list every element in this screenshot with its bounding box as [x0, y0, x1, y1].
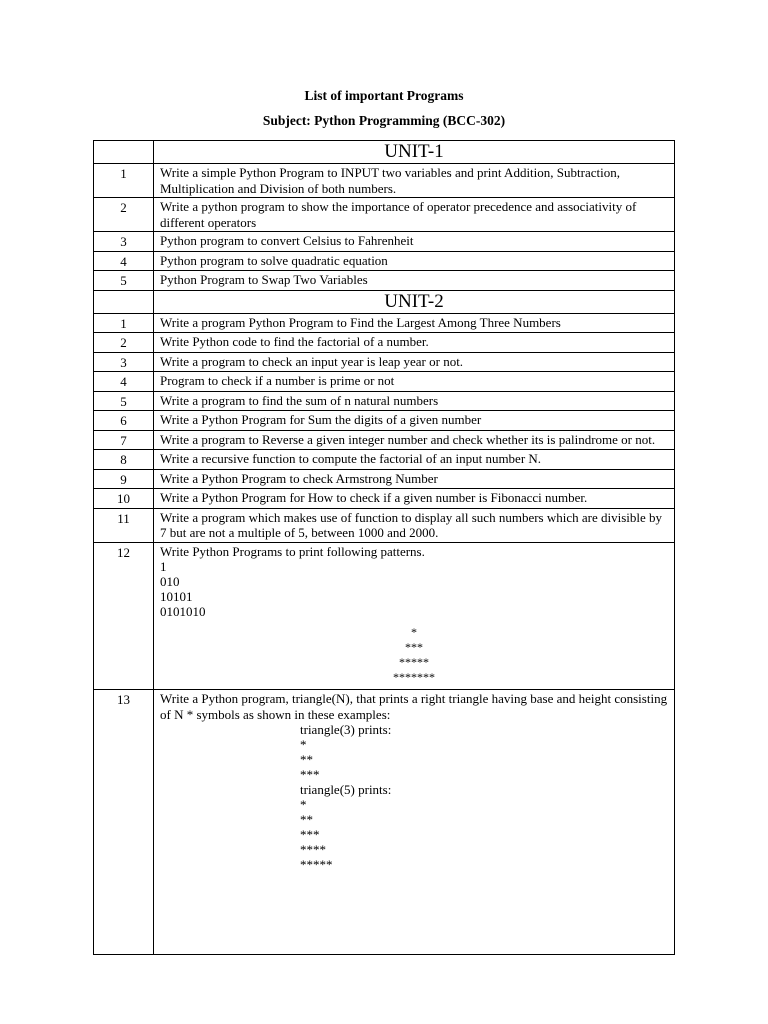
- program-description: Python Program to Swap Two Variables: [154, 271, 675, 291]
- table-row: [94, 508, 675, 542]
- program-description: Write a recursive function to compute the factorial of an input number N.: [154, 450, 675, 470]
- table-row: [94, 489, 675, 509]
- table-row: [94, 271, 675, 291]
- row-number: 2: [94, 198, 154, 232]
- example-line: *: [300, 737, 307, 752]
- unit2-heading: UNIT-2: [154, 290, 675, 313]
- unit1-heading: UNIT-1: [154, 141, 675, 164]
- program-description: Write a Python Program for Sum the digits of a given number: [154, 411, 675, 431]
- program-description: [154, 690, 675, 955]
- triangle-task-text: Write a Python program, triangle(N), that prints a right triangle having base and height consisting of N * symbols as shown in these examples:: [160, 691, 668, 722]
- table-row: [94, 372, 675, 392]
- program-description: Write a Python Program to check Armstrong Number: [154, 469, 675, 489]
- program-description: Python program to solve quadratic equation: [154, 251, 675, 271]
- row-number: 4: [94, 372, 154, 392]
- example-line: *: [300, 797, 307, 812]
- row-number: 9: [94, 469, 154, 489]
- program-description: Write a simple Python Program to INPUT two variables and print Addition, Subtraction, Multiplication and Division of both numbers.: [154, 164, 675, 198]
- pattern-line: 1: [160, 559, 167, 574]
- unit-heading-row: [94, 290, 675, 313]
- pattern-task-text: Write Python Programs to print following patterns.: [160, 543, 425, 559]
- program-description: Write a program Python Program to Find the Largest Among Three Numbers: [154, 313, 675, 333]
- unit-heading-blank: [94, 290, 154, 313]
- program-description: Write a program which makes use of function to display all such numbers which are divisible by 7 but are not a multiple of 5, between 1000 and 2000.: [154, 508, 675, 542]
- number-pattern: [160, 559, 668, 619]
- table-row: [94, 430, 675, 450]
- table-row: [94, 251, 675, 271]
- program-description: Write a Python Program for How to check if a given number is Fibonacci number.: [154, 489, 675, 509]
- pattern-line: *******: [393, 670, 435, 684]
- pattern-line: 010: [160, 574, 180, 589]
- table-row: [94, 164, 675, 198]
- program-description: Write a program to find the sum of n natural numbers: [154, 391, 675, 411]
- row-number: 13: [94, 690, 154, 955]
- table-row: [94, 391, 675, 411]
- row-number: 4: [94, 251, 154, 271]
- unit-heading-blank: [94, 141, 154, 164]
- example-line: **: [300, 812, 313, 827]
- table-row: [94, 232, 675, 252]
- row-number: 6: [94, 411, 154, 431]
- table-row: [94, 542, 675, 690]
- row-number: 3: [94, 352, 154, 372]
- program-description: Write a program to check an input year is leap year or not.: [154, 352, 675, 372]
- example-line: ***: [300, 767, 320, 782]
- document-subtitle: Subject: Python Programming (BCC-302): [262, 113, 506, 128]
- example-line: triangle(5) prints:: [300, 782, 392, 797]
- row-number: 7: [94, 430, 154, 450]
- unit-heading-row: [94, 141, 675, 164]
- row-number: 2: [94, 333, 154, 353]
- table-row: [94, 450, 675, 470]
- program-description: Program to check if a number is prime or not: [154, 372, 675, 392]
- table-row: [94, 352, 675, 372]
- example-line: *****: [300, 857, 333, 872]
- pattern-line: ***: [405, 640, 423, 654]
- example-line: triangle(3) prints:: [300, 722, 392, 737]
- triangle-examples: [300, 722, 668, 872]
- table-row: [94, 690, 675, 955]
- row-number: 12: [94, 542, 154, 690]
- table-row: [94, 313, 675, 333]
- example-line: ****: [300, 842, 326, 857]
- row-number: 5: [94, 391, 154, 411]
- program-description: Python program to convert Celsius to Fahrenheit: [154, 232, 675, 252]
- pattern-line: 0101010: [160, 604, 206, 619]
- table-row: [94, 333, 675, 353]
- row-number: 1: [94, 313, 154, 333]
- program-description: Write a python program to show the importance of operator precedence and associativity of different operators: [154, 198, 675, 232]
- example-line: ***: [300, 827, 320, 842]
- program-description: Write Python code to find the factorial of a number.: [154, 333, 675, 353]
- star-pyramid-pattern: [160, 625, 668, 688]
- row-number: 5: [94, 271, 154, 291]
- row-number: 11: [94, 508, 154, 542]
- document-title: List of important Programs: [304, 88, 464, 103]
- pattern-line: *: [411, 625, 417, 639]
- table-row: [94, 411, 675, 431]
- pattern-line: *****: [399, 655, 429, 669]
- row-number: 1: [94, 164, 154, 198]
- table-row: [94, 469, 675, 489]
- row-number: 10: [94, 489, 154, 509]
- pattern-line: 10101: [160, 589, 193, 604]
- row-number: 8: [94, 450, 154, 470]
- program-description: Write a program to Reverse a given integer number and check whether its is palindrome or not.: [154, 430, 675, 450]
- program-description: [154, 542, 675, 690]
- row-number: 3: [94, 232, 154, 252]
- programs-table: [93, 140, 675, 955]
- table-row: [94, 198, 675, 232]
- example-line: **: [300, 752, 313, 767]
